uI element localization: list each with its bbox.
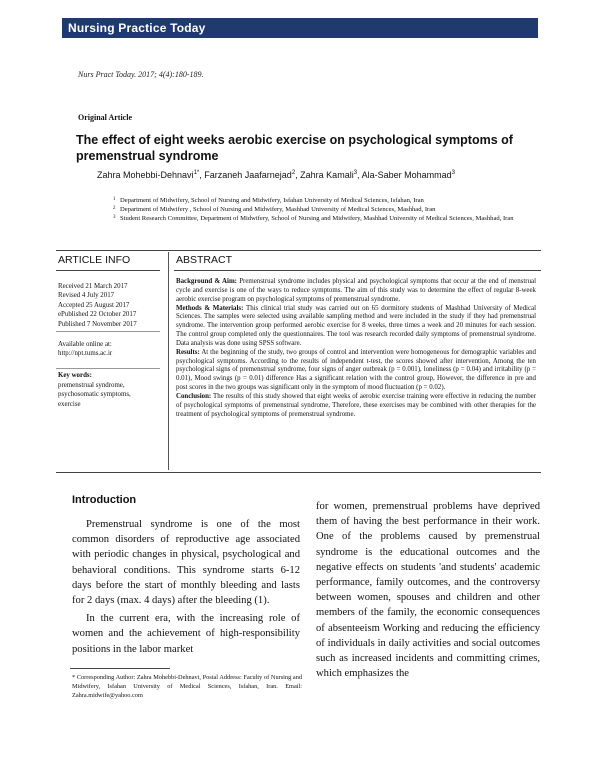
avail-divider xyxy=(56,368,160,369)
author-affil-mark: 3 xyxy=(353,170,358,176)
abstract-section-results xyxy=(176,349,536,393)
intro-right-column: for women, premenstrual problems have deprived them of having the best performance in their work. One of the problems caused by premenstrual syndrome is the educational outcomes and the negative effects on students 'and students' academic performance, family outcomes, and the controversy between women, spouses and children and other members of the family, the economic consequences of absenteeism Working and reducing the efficiency of individuals in daily activities and social outcomes such as increased incidents and committing crimes, which emphasizes the xyxy=(316,501,540,680)
affiliations xyxy=(113,197,533,223)
abstract-section-background xyxy=(176,278,536,305)
article-type: Original Article xyxy=(78,113,132,122)
affiliation-number: 3 xyxy=(113,214,116,220)
author-name: Farzaneh Jaafarnejad xyxy=(204,170,292,180)
affiliation-number: 2 xyxy=(113,205,116,211)
paper-title: The effect of eight weeks aerobic exercise on psychological symptoms of premenstrual syndrome xyxy=(76,133,513,163)
citation: Nurs Pract Today. 2017; 4(4):180-189. xyxy=(78,70,204,79)
date-revised: Revised 4 July 2017 xyxy=(58,292,115,300)
article-info-heading: ARTICLE INFO xyxy=(58,254,131,266)
date-published: Published 7 November 2017 xyxy=(58,320,137,328)
section-text: This clinical trial study was carried out on 65 dormitory students of Mashhad University of Medical Sciences. The samples were selected using available sampling method and were included in the study if they had premenstrual syndrome. The intervention group performed aerobic exercise for 8 weeks, three times a week and 20 minutes for each session. The control group completed only the questionnaires. The tool was research recorded daily symptoms of premenstrual syndrome. Data analysis was done using SPSS software. xyxy=(176,304,536,347)
introduction-heading: Introduction xyxy=(72,494,137,506)
bottom-divider xyxy=(56,472,541,473)
affiliation-text: Student Research Committee, Department of Midwifery, School of Nursing and Midwifery, Mashhad University of Medical Sciences, Mashhad, Iran xyxy=(120,214,514,222)
keyword: premenstrual syndrome, xyxy=(58,382,125,389)
affiliation-text: Department of Midwifery, School of Nursing and Midwifery, Isfahan University of Medical Sciences, Isfahan, Iran xyxy=(120,197,424,204)
date-epublished: ePublished 22 October 2017 xyxy=(58,311,137,319)
journal-url-link[interactable]: http://npt.tums.ac.ir xyxy=(58,350,113,358)
section-label: Conclusion: xyxy=(176,392,212,400)
affiliation xyxy=(113,206,533,215)
affiliation-number: 1 xyxy=(113,197,116,202)
affiliation-text: Department of Midwifery , School of Nursing and Midwifery, Mashhad University of Medical Sciences, Mashhad, Iran xyxy=(120,205,436,213)
availability xyxy=(58,340,112,359)
keywords-list xyxy=(58,381,131,409)
keywords-label: Key words: xyxy=(58,372,92,379)
author-list: Zahra Mohebbi-Dehnavi$^{1*}$, Farzaneh Jaafarnejad$^2$, Zahra Kamali$^3$, Ala-Saber Mohammad$^3$ xyxy=(97,170,455,180)
column-separator xyxy=(168,252,169,470)
abstract-body xyxy=(176,278,536,420)
author-name: Zahra Kamali xyxy=(300,170,354,180)
section-text: The results of this study showed that eight weeks of aerobic exercise training were effective in reducing the number of psychological symptoms of premenstrual syndrome, Therefore, these exercises may be combined with other therapies for the treatment of psychological symptoms of premenstrual syndrome. xyxy=(176,392,536,418)
article-dates xyxy=(58,282,137,329)
author-affil-mark: 2 xyxy=(291,170,296,176)
date-received: Received 21 March 2017 xyxy=(58,283,128,290)
author-affil-mark: 3 xyxy=(451,170,455,176)
intro-paragraph: Premenstrual syndrome is one of the most common disorders of reproductive age associated with periodic changes in physical, psychological and behavioral conditions. This syndrome starts 6-12 days before the start of monthly bleeding and lasts for 2 days (max. 4 days) after the bleeding (1). xyxy=(72,519,300,607)
top-divider xyxy=(56,250,541,251)
keyword: psychosomatic symptoms, xyxy=(58,391,131,399)
date-accepted: Accepted 25 August 2017 xyxy=(58,301,130,309)
corresponding-author-footnote: * Corresponding Author: Zahra Mohebbi-Dehnavi, Postal Address: Faculty of Nursing and Midwifery, Isfahan University of Medical Sciences, Isfahan, Iran. Email: Zahra.midwife@yahoo.com xyxy=(72,674,302,699)
abstract-heading: ABSTRACT xyxy=(176,254,233,266)
section-label: Results: xyxy=(176,348,200,356)
intro-paragraph: In the current era, with the increasing role of women and the achievement of high-responsibility positions in the labor market xyxy=(72,613,300,655)
author-name: Ala-Saber Mohammad xyxy=(361,170,452,180)
available-label: Available online at: xyxy=(58,341,112,348)
abstract-section-conclusion xyxy=(176,393,536,420)
journal-banner xyxy=(62,18,538,38)
affiliation xyxy=(113,197,533,206)
dates-divider xyxy=(56,331,160,332)
section-text: Premenstrual syndrome includes physical and psychological symptoms that occur at the end of menstrual cycle and exercise is one of the ways to reduce symptoms. The aim of this study was to determine the effect of regular 8-week aerobic exercise program on psychological symptoms of premenstrual syndrome. xyxy=(176,278,536,303)
footnote-divider xyxy=(70,668,170,669)
keyword: exercise xyxy=(58,400,81,408)
info-divider xyxy=(56,270,160,271)
affiliation xyxy=(113,215,533,224)
abstract-section-methods xyxy=(176,305,536,349)
abstract-divider xyxy=(174,270,541,271)
section-label: Background & Aim: xyxy=(176,278,237,285)
section-label: Methods & Materials: xyxy=(176,304,244,312)
section-text: At the beginning of the study, two groups of control and intervention were homogeneous for demographic variables and psychological symptoms. According to the results of independent t-test, the scores showed after intervention, Among the ten psychological signs of premenstrual syndrome, four signs of anger outbreak (p = 0.001), loneliness (p = 0.04) and irritability (p = 0.01), Mood swings (p = 0.01) difference Has a significant relation with the control group, However, the difference in pre and post scores in the two groups was significant only in the symptom of mood fluctuation (p = 0.02). xyxy=(176,348,536,392)
journal-name: Nursing Practice Today xyxy=(68,21,206,35)
author-name: Zahra Mohebbi-Dehnavi xyxy=(97,170,194,180)
author-affil-mark: 1* xyxy=(193,170,200,176)
intro-left-column xyxy=(72,517,300,660)
